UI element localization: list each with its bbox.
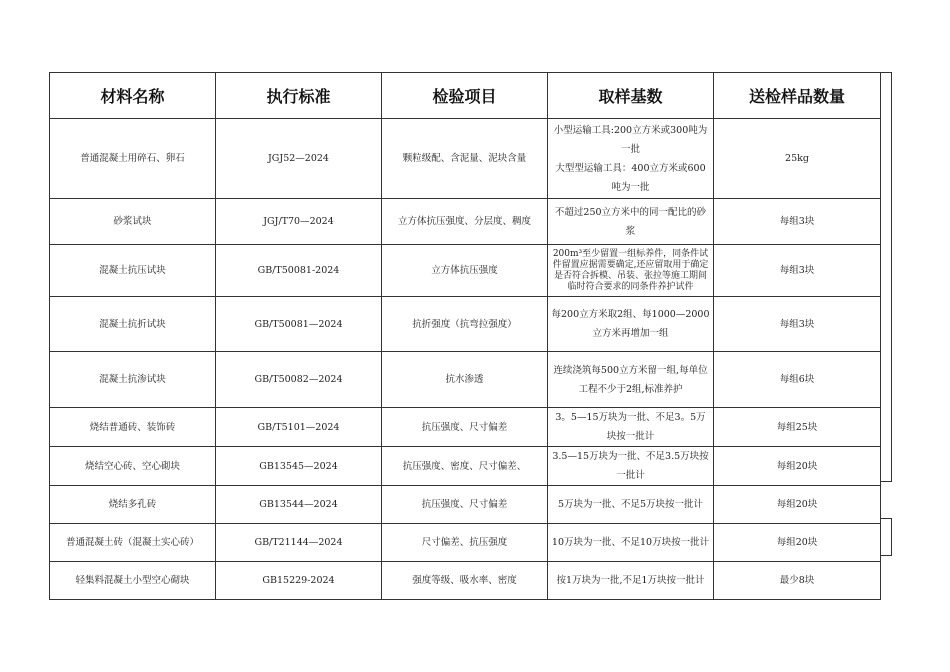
items-cell: 抗折强度（抗弯拉强度） [382, 297, 548, 352]
standard-cell: GB13544—2024 [216, 486, 382, 524]
sampling-cell: 200m³至少留置一组标养件，同条件试件留置应据需要确定,还应留取用于确定是否符合拆模、吊装、张拉等施工期间临时符合要求的同条件养护试件 [548, 245, 714, 297]
standard-cell: JGJ52—2024 [216, 119, 382, 199]
standard-cell: GB13545—2024 [216, 447, 382, 486]
quantity-cell: 每组20块 [714, 524, 881, 562]
items-cell: 立方体抗压强度、分层度、稠度 [382, 199, 548, 245]
items-cell: 抗压强度、尺寸偏差 [382, 486, 548, 524]
standard-cell: GB/T5101—2024 [216, 408, 382, 447]
table-row [50, 524, 881, 562]
items-cell: 抗压强度、密度、尺寸偏差、 [382, 447, 548, 486]
material-cell: 混凝土抗折试块 [50, 297, 216, 352]
items-cell: 抗压强度、尺寸偏差 [382, 408, 548, 447]
items-cell: 强度等级、吸水率、密度 [382, 562, 548, 600]
items-cell: 立方体抗压强度 [382, 245, 548, 297]
sampling-cell: 连续浇筑每500立方米留一组,每单位工程不少于2组,标准养护 [548, 352, 714, 408]
quantity-cell: 每组3块 [714, 245, 881, 297]
border-fragment [880, 555, 892, 556]
quantity-cell: 最少8块 [714, 562, 881, 600]
standard-cell: JGJ/T70—2024 [216, 199, 382, 245]
standard-cell: GB/T50081—2024 [216, 297, 382, 352]
table-row [50, 199, 881, 245]
header-material-name: 材料名称 [50, 73, 216, 119]
table-row [50, 447, 881, 486]
sampling-cell: 每200立方米取2组、每1000—2000立方米再增加一组 [548, 297, 714, 352]
sampling-cell: 10万块为一批、不足10万块按一批计 [548, 524, 714, 562]
standard-cell: GB/T50082—2024 [216, 352, 382, 408]
items-cell: 颗粒级配、含泥量、泥块含量 [382, 119, 548, 199]
table-row [50, 562, 881, 600]
header-sample-quantity: 送检样品数量 [714, 73, 881, 119]
sampling-cell: 3.5—15万块为一批、不足3.5万块按一批计 [548, 447, 714, 486]
table-row [50, 352, 881, 408]
material-cell: 烧结多孔砖 [50, 486, 216, 524]
material-cell: 混凝土抗渗试块 [50, 352, 216, 408]
material-cell: 混凝土抗压试块 [50, 245, 216, 297]
table-row [50, 486, 881, 524]
standard-cell: GB/T21144—2024 [216, 524, 382, 562]
quantity-cell: 每组6块 [714, 352, 881, 408]
material-cell: 砂浆试块 [50, 199, 216, 245]
header-row [50, 73, 881, 119]
materials-table [49, 72, 881, 600]
standard-cell: GB/T50081-2024 [216, 245, 382, 297]
quantity-cell: 25kg [714, 119, 881, 199]
material-cell: 普通混凝土用碎石、卵石 [50, 119, 216, 199]
table-row [50, 408, 881, 447]
items-cell: 尺寸偏差、抗压强度 [382, 524, 548, 562]
quantity-cell: 每组20块 [714, 447, 881, 486]
border-fragment [880, 481, 892, 482]
sampling-cell: 小型运输工具:200立方米或300吨为一批 大型型运输工具：400立方米或600吨为一批 [548, 119, 714, 199]
sampling-cell: 3。5—15万块为一批、不足3。5万块按一批计 [548, 408, 714, 447]
table-row [50, 119, 881, 199]
sampling-cell: 不超过250立方米中的同一配比的砂浆 [548, 199, 714, 245]
header-standard: 执行标准 [216, 73, 382, 119]
header-inspection-items: 检验项目 [382, 73, 548, 119]
header-sampling-basis: 取样基数 [548, 73, 714, 119]
items-cell: 抗水渗透 [382, 352, 548, 408]
table-row [50, 245, 881, 297]
border-fragment [891, 72, 892, 482]
quantity-cell: 每组3块 [714, 297, 881, 352]
sampling-cell: 5万块为一批、不足5万块按一批计 [548, 486, 714, 524]
border-fragment [891, 518, 892, 556]
table-row [50, 297, 881, 352]
standard-cell: GB15229-2024 [216, 562, 382, 600]
sampling-cell: 按1万块为一批,不足1万块按一批计 [548, 562, 714, 600]
quantity-cell: 每组20块 [714, 486, 881, 524]
quantity-cell: 每组25块 [714, 408, 881, 447]
material-cell: 轻集料混凝土小型空心砌块 [50, 562, 216, 600]
material-cell: 普通混凝土砖（混凝土实心砖） [50, 524, 216, 562]
material-cell: 烧结普通砖、装饰砖 [50, 408, 216, 447]
material-cell: 烧结空心砖、空心砌块 [50, 447, 216, 486]
quantity-cell: 每组3块 [714, 199, 881, 245]
